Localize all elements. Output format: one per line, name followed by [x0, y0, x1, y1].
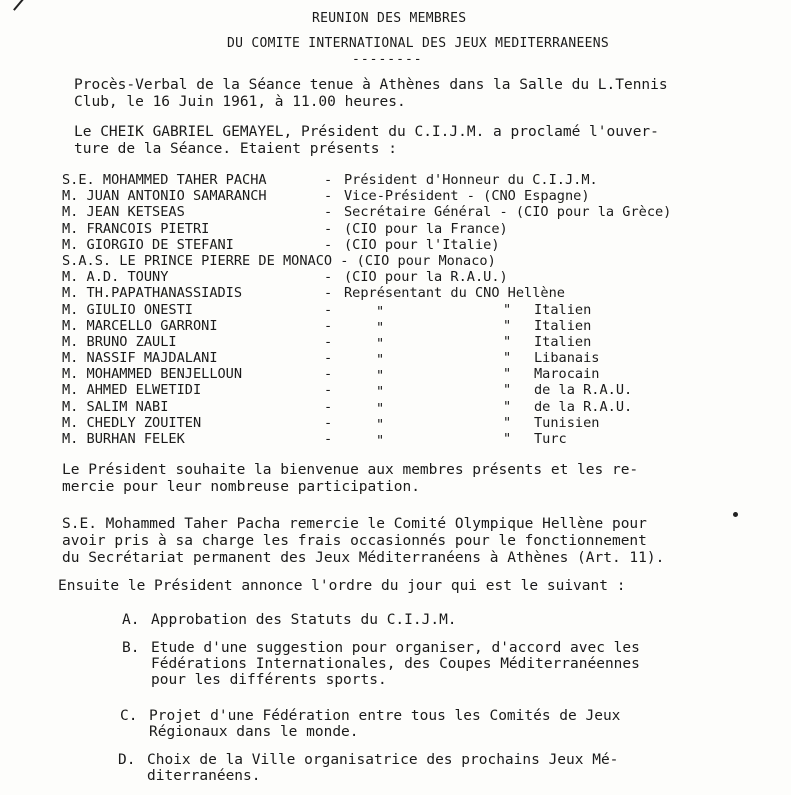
member-country: Italien: [534, 301, 592, 318]
member-name: M. SALIM NABI: [62, 398, 169, 415]
ditto-mark: ": [376, 352, 385, 369]
member-country: Turc: [534, 431, 567, 447]
member-dash: -: [324, 301, 333, 318]
welcome-line: mercie pour leur nombreuse participation.: [62, 479, 420, 495]
intro-line: Club, le 16 Juin 1961, à 11.00 heures.: [74, 94, 406, 110]
member-name: M. MARCELLO GARRONI: [62, 317, 218, 334]
ditto-mark: ": [503, 317, 512, 334]
member-role: Secrétaire Général - (CIO pour la Grèce): [344, 204, 672, 221]
member-dash: -: [324, 285, 333, 302]
ditto-mark: ": [376, 368, 385, 385]
agenda-intro: Ensuite le Président annonce l'ordre du jour qui est le suivant :: [58, 578, 626, 594]
member-dash: -: [324, 236, 333, 253]
member-name: M. BURHAN FELEK: [62, 431, 185, 447]
agenda-line: Etude d'une suggestion pour organiser, d'accord avec les: [151, 640, 640, 656]
agenda-letter: B.: [122, 640, 140, 656]
intro-paragraph: [74, 77, 668, 111]
ditto-mark: ": [503, 414, 512, 431]
member-dash: -: [324, 172, 333, 188]
member-dash: -: [324, 431, 333, 447]
ditto-mark: ": [503, 301, 512, 318]
member-country: Italien: [534, 333, 592, 350]
member-dash: -: [324, 350, 333, 367]
agenda-line: Régionaux dans le monde.: [149, 724, 359, 740]
member-dash: -: [324, 366, 333, 383]
member-dash: -: [324, 220, 333, 237]
thanks-line: du Secrétariat permanent des Jeux Méditerranéens à Athènes (Art. 11).: [62, 550, 665, 566]
opening-line: Le CHEIK GABRIEL GEMAYEL, Président du C.I.J.M. a proclamé l'ouver-: [74, 124, 659, 140]
ditto-mark: ": [503, 333, 512, 350]
member-name: M. TH.PAPATHANASSIADIS: [62, 285, 243, 302]
member-dash: -: [324, 188, 333, 205]
member-dash: -: [324, 382, 333, 399]
member-country: Italien: [534, 317, 592, 334]
agenda-letter: A.: [122, 612, 140, 628]
corner-pen-mark: [13, 0, 25, 11]
ditto-mark: ": [503, 431, 512, 447]
member-role: Vice-Président - (CNO Espagne): [344, 188, 590, 205]
agenda-line: Approbation des Statuts du C.I.J.M.: [151, 612, 457, 628]
member-name: M. AHMED ELWETIDI: [62, 382, 202, 399]
agenda-line: diterranéens.: [147, 768, 261, 784]
ditto-mark: ": [376, 384, 385, 401]
ink-speck: [733, 512, 738, 517]
agenda-letter: D.: [118, 752, 136, 768]
ditto-mark: ": [503, 366, 512, 383]
thanks-line: avoir pris à sa charge les frais occasionnés pour le fonctionnement: [62, 533, 647, 549]
ditto-mark: ": [503, 350, 512, 367]
agenda-line: Projet d'une Fédération entre tous les Comités de Jeux: [149, 708, 621, 724]
agenda-line: pour les différents sports.: [151, 672, 387, 688]
member-name: S.A.S. LE PRINCE PIERRE DE MONACO - (CIO pour Monaco): [62, 252, 496, 269]
member-name: M. CHEDLY ZOUITEN: [62, 414, 202, 431]
member-dash: -: [324, 414, 333, 431]
welcome-line: Le Président souhaite la bienvenue aux membres présents et les re-: [62, 462, 639, 478]
agenda-line: Choix de la Ville organisatrice des prochains Jeux Mé-: [147, 752, 619, 768]
ditto-mark: ": [376, 335, 385, 352]
agenda-line: Fédérations Internationales, des Coupes Méditerranéennes: [151, 656, 640, 672]
intro-line: Procès-Verbal de la Séance tenue à Athènes dans la Salle du L.Tennis: [74, 77, 668, 93]
ditto-mark: ": [503, 398, 512, 415]
title-separator: --------: [352, 52, 423, 67]
ditto-mark: ": [376, 416, 385, 433]
member-name: M. JEAN KETSEAS: [62, 204, 185, 221]
member-name: M. JUAN ANTONIO SAMARANCH: [62, 188, 267, 205]
member-role: (CIO pour l'Italie): [344, 236, 500, 253]
ditto-mark: ": [376, 433, 385, 449]
ditto-mark: ": [376, 303, 385, 320]
member-country: Tunisien: [534, 414, 600, 431]
member-name: M. MOHAMMED BENJELLOUN: [62, 366, 243, 383]
member-dash: -: [324, 317, 333, 334]
member-dash: -: [324, 333, 333, 350]
member-name: M. FRANCOIS PIETRI: [62, 220, 210, 237]
ditto-mark: ": [503, 382, 512, 399]
member-name: M. GIORGIO DE STEFANI: [62, 236, 234, 253]
member-name: M. GIULIO ONESTI: [62, 301, 193, 318]
opening-paragraph: [74, 124, 659, 158]
agenda-letter: C.: [120, 708, 138, 724]
member-role: (CIO pour la France): [344, 220, 508, 237]
thanks-paragraph: [62, 516, 664, 567]
doc-subtitle: DU COMITE INTERNATIONAL DES JEUX MEDITERRANEENS: [227, 36, 609, 51]
member-country: Libanais: [534, 350, 600, 367]
member-role: (CIO pour la R.A.U.): [344, 269, 508, 286]
thanks-line: S.E. Mohammed Taher Pacha remercie le Comité Olympique Hellène pour: [62, 516, 647, 532]
member-name: M. A.D. TOUNY: [62, 269, 169, 286]
member-country: de la R.A.U.: [534, 382, 633, 399]
member-role: Président d'Honneur du C.I.J.M.: [344, 172, 598, 188]
ditto-mark: ": [376, 319, 385, 336]
doc-title: REUNION DES MEMBRES: [312, 11, 467, 26]
member-dash: -: [324, 398, 333, 415]
member-name: M. BRUNO ZAULI: [62, 333, 177, 350]
opening-line: ture de la Séance. Etaient présents :: [74, 141, 398, 157]
member-dash: -: [324, 269, 333, 286]
member-country: de la R.A.U.: [534, 398, 633, 415]
welcome-paragraph: [62, 462, 638, 496]
member-role: Représentant du CNO Hellène: [344, 285, 565, 302]
member-dash: -: [324, 204, 333, 221]
ditto-mark: ": [376, 400, 385, 417]
member-name: S.E. MOHAMMED TAHER PACHA: [62, 172, 267, 188]
member-name: M. NASSIF MAJDALANI: [62, 350, 218, 367]
member-country: Marocain: [534, 366, 600, 383]
